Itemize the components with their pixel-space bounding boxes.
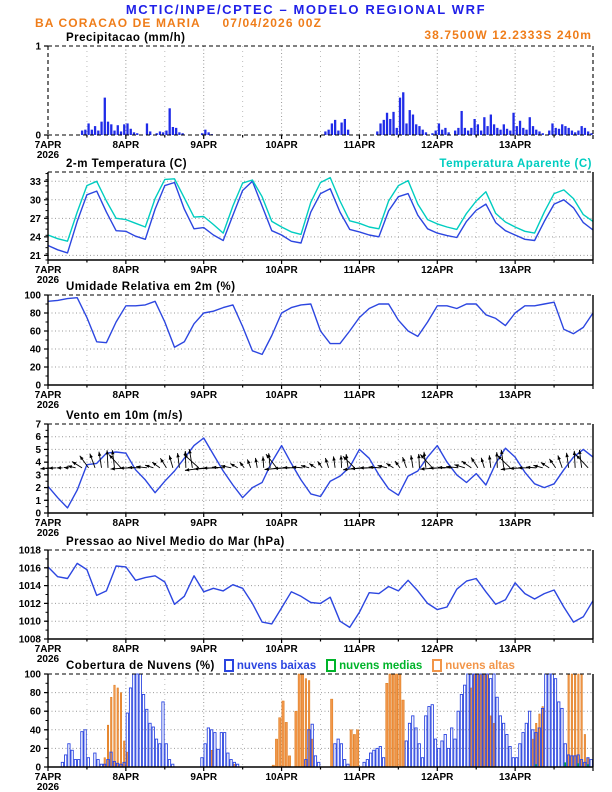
- svg-text:13APR: 13APR: [499, 265, 532, 276]
- legend-label: nuvens altas: [445, 659, 515, 672]
- svg-text:9APR: 9APR: [190, 140, 218, 151]
- page-title: MCTIC/INPE/CPTEC – MODELO REGIONAL WRF: [125, 2, 487, 17]
- svg-text:0: 0: [35, 130, 41, 142]
- svg-text:0: 0: [35, 508, 41, 520]
- svg-text:10APR: 10APR: [265, 265, 298, 276]
- svg-text:21: 21: [29, 250, 41, 262]
- apparent-temperature-label: Temperatura Aparente (C): [439, 158, 592, 170]
- svg-text:13APR: 13APR: [499, 390, 532, 401]
- svg-text:12APR: 12APR: [421, 140, 454, 151]
- svg-text:9APR: 9APR: [190, 518, 218, 529]
- svg-text:10APR: 10APR: [265, 140, 298, 151]
- legend-swatch-icon: [224, 659, 234, 672]
- svg-text:7APR: 7APR: [34, 518, 62, 529]
- svg-text:10APR: 10APR: [265, 772, 298, 783]
- svg-text:12APR: 12APR: [421, 390, 454, 401]
- svg-text:40: 40: [29, 344, 41, 356]
- svg-text:7: 7: [35, 419, 41, 431]
- svg-text:0: 0: [35, 762, 41, 774]
- svg-text:7APR: 7APR: [34, 390, 62, 401]
- panel-title-precipitation: Precipitacao (mm/h): [66, 32, 186, 44]
- svg-text:12APR: 12APR: [421, 518, 454, 529]
- legend-label: nuvens baixas: [236, 659, 317, 672]
- svg-text:13APR: 13APR: [499, 518, 532, 529]
- svg-text:11APR: 11APR: [343, 518, 376, 529]
- svg-text:33: 33: [29, 176, 41, 188]
- svg-text:1014: 1014: [18, 581, 41, 593]
- svg-text:13APR: 13APR: [499, 772, 532, 783]
- svg-text:8APR: 8APR: [112, 518, 140, 529]
- svg-text:7APR: 7APR: [34, 644, 62, 655]
- svg-text:7APR: 7APR: [34, 140, 62, 151]
- svg-text:24: 24: [29, 232, 41, 244]
- panel-title-humidity: Umidade Relativa em 2m (%): [66, 281, 236, 293]
- svg-text:12APR: 12APR: [421, 644, 454, 655]
- legend-swatch-icon: [326, 659, 336, 672]
- station-run-line: [35, 16, 322, 30]
- legend-label: nuvens medias: [339, 659, 423, 672]
- svg-text:13APR: 13APR: [499, 644, 532, 655]
- svg-text:1: 1: [35, 41, 41, 53]
- svg-text:11APR: 11APR: [343, 140, 376, 151]
- svg-text:5: 5: [35, 444, 41, 456]
- svg-text:2026: 2026: [36, 275, 60, 286]
- svg-text:20: 20: [29, 743, 41, 755]
- svg-text:1012: 1012: [18, 598, 41, 610]
- svg-text:12APR: 12APR: [421, 772, 454, 783]
- svg-text:2026: 2026: [36, 150, 60, 161]
- svg-text:1008: 1008: [18, 634, 41, 646]
- svg-text:7APR: 7APR: [34, 772, 62, 783]
- svg-text:40: 40: [29, 725, 41, 737]
- svg-text:10APR: 10APR: [265, 644, 298, 655]
- svg-text:13APR: 13APR: [499, 140, 532, 151]
- svg-text:100: 100: [24, 290, 41, 302]
- svg-text:2: 2: [35, 483, 41, 495]
- svg-text:10APR: 10APR: [265, 390, 298, 401]
- cloud-panel-header: [66, 659, 515, 672]
- coordinates-label: 38.7500W 12.2333S 240m: [424, 28, 592, 42]
- svg-text:8APR: 8APR: [112, 390, 140, 401]
- svg-text:80: 80: [29, 688, 41, 700]
- svg-text:0: 0: [35, 380, 41, 392]
- svg-text:2026: 2026: [36, 528, 60, 539]
- svg-text:9APR: 9APR: [190, 265, 218, 276]
- svg-text:7APR: 7APR: [34, 265, 62, 276]
- svg-text:9APR: 9APR: [190, 644, 218, 655]
- svg-text:8APR: 8APR: [112, 644, 140, 655]
- svg-text:4: 4: [35, 457, 41, 469]
- cloud-legend: [224, 659, 515, 672]
- svg-text:8APR: 8APR: [112, 265, 140, 276]
- panel-title-pressure: Pressao ao Nivel Medio do Mar (hPa): [66, 536, 285, 548]
- svg-text:11APR: 11APR: [343, 390, 376, 401]
- svg-text:27: 27: [29, 213, 41, 225]
- svg-text:2026: 2026: [36, 654, 60, 665]
- svg-text:8APR: 8APR: [112, 772, 140, 783]
- svg-text:100: 100: [24, 669, 41, 681]
- svg-text:11APR: 11APR: [343, 644, 376, 655]
- svg-text:6: 6: [35, 432, 41, 444]
- legend-swatch-icon: [432, 659, 442, 672]
- svg-text:9APR: 9APR: [190, 772, 218, 783]
- svg-text:1: 1: [35, 495, 41, 507]
- svg-text:80: 80: [29, 308, 41, 320]
- run-datetime: 07/04/2026 00Z: [222, 16, 323, 30]
- station-name: BA CORACAO DE MARIA: [35, 16, 201, 30]
- panel-title-temperature: 2-m Temperatura (C): [66, 158, 188, 170]
- spacer: [205, 16, 218, 30]
- legend-item-nuvens-baixas: [224, 659, 316, 672]
- panel-title-wind: Vento em 10m (m/s): [66, 410, 184, 422]
- svg-text:11APR: 11APR: [343, 772, 376, 783]
- svg-text:2026: 2026: [36, 400, 60, 411]
- svg-text:3: 3: [35, 470, 41, 482]
- svg-text:20: 20: [29, 362, 41, 374]
- legend-item-nuvens-altas: [432, 659, 515, 672]
- panel-title-clouds: Cobertura de Nuvens (%): [66, 659, 215, 672]
- svg-text:1010: 1010: [18, 616, 41, 628]
- svg-text:9APR: 9APR: [190, 390, 218, 401]
- legend-item-nuvens-medias: [326, 659, 422, 672]
- svg-text:2026: 2026: [36, 782, 60, 792]
- svg-text:1016: 1016: [18, 563, 41, 575]
- svg-text:11APR: 11APR: [343, 265, 376, 276]
- svg-text:30: 30: [29, 195, 41, 207]
- svg-text:8APR: 8APR: [112, 140, 140, 151]
- svg-text:10APR: 10APR: [265, 518, 298, 529]
- svg-text:60: 60: [29, 326, 41, 338]
- svg-text:12APR: 12APR: [421, 265, 454, 276]
- svg-text:1018: 1018: [18, 545, 41, 557]
- svg-text:60: 60: [29, 706, 41, 718]
